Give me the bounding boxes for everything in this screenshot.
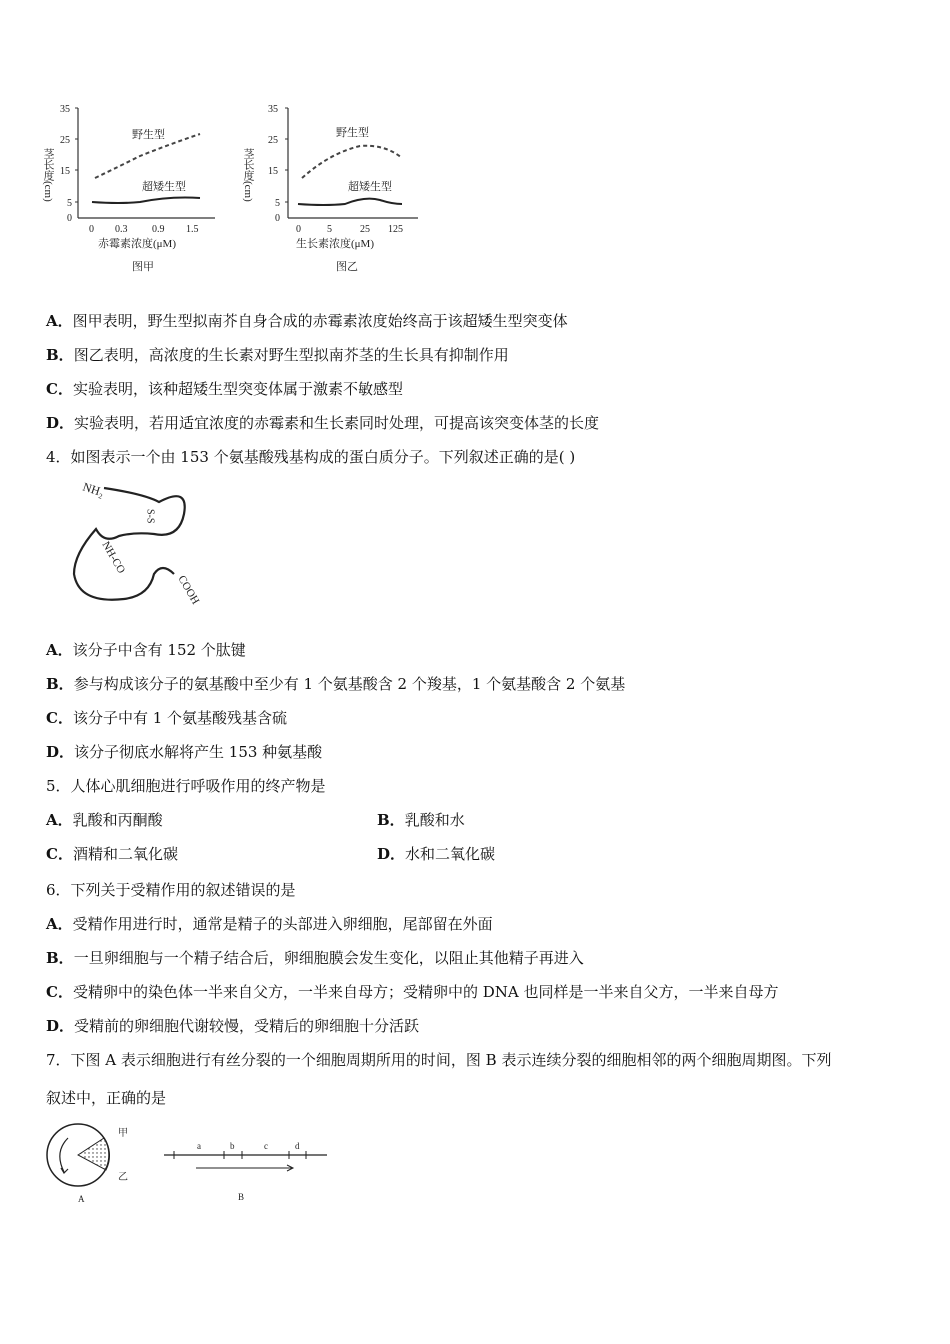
right-xtick: 25 (360, 224, 370, 235)
left-xtick: 0 (89, 224, 94, 235)
option-text: 受精卵中的染色体一半来自父方，一半来自母方；受精卵中的 DNA 也同样是一半来自父方，一半来自母方 (72, 983, 779, 1001)
q6-option-c (46, 982, 778, 1002)
left-dwarf-label: 超矮生型 (142, 181, 186, 193)
segment-c-label: c (264, 1141, 268, 1151)
jia-label: 甲 (118, 1128, 128, 1139)
option-text: 实验表明，若用适宜浓度的赤霉素和生长素同时处理，可提高该突变体茎的长度 (74, 414, 600, 432)
option-letter: D． (46, 743, 75, 761)
right-ytick: 0 (275, 213, 280, 224)
option-text: 该分子彻底水解将产生 153 种氨基酸 (74, 743, 323, 761)
right-ytick: 25 (268, 135, 278, 146)
option-text: 水和二氧化碳 (405, 845, 496, 863)
option-letter: D． (377, 845, 406, 863)
segment-d-label: d (295, 1141, 300, 1151)
hormone-charts-svg (40, 98, 440, 278)
q6-stem: 6．下列关于受精作用的叙述错误的是 (46, 881, 296, 899)
q7-stem-line2: 叙述中，正确的是 (46, 1089, 167, 1107)
q3-option-d (46, 413, 599, 433)
left-x-axis-label: 赤霉素浓度(μM) (98, 238, 177, 250)
n-terminus-label: NH₂ (81, 479, 106, 500)
protein-figure (44, 474, 224, 614)
q4-option-a (46, 640, 246, 660)
q5-option-a (46, 810, 163, 830)
hormone-charts-figure (40, 98, 440, 278)
right-ytick: 35 (268, 104, 278, 115)
q6-option-b (46, 948, 584, 968)
right-dwarf-label: 超矮生型 (348, 181, 392, 193)
option-text: 酒精和二氧化碳 (72, 845, 178, 863)
left-ytick: 15 (60, 166, 70, 177)
q3-option-b (46, 345, 509, 365)
fig-b-caption: B (238, 1192, 245, 1202)
option-letter: C． (46, 983, 73, 1001)
q3-option-a (46, 311, 568, 331)
option-letter: A． (46, 915, 73, 933)
disulfide-bond-label: S-S (144, 509, 156, 524)
chart-left (42, 104, 215, 273)
option-letter: D． (46, 414, 75, 432)
cycle-arrow (60, 1138, 68, 1172)
option-letter: C． (46, 845, 73, 863)
left-ytick: 0 (67, 213, 72, 224)
right-xtick: 0 (296, 224, 301, 235)
q4-option-c (46, 708, 287, 728)
left-ytick: 5 (67, 198, 72, 209)
right-xtick: 125 (388, 224, 403, 235)
left-y-axis-label: 茎长度(cm) (42, 148, 54, 202)
right-caption: 图乙 (336, 261, 358, 273)
q6-option-a (46, 914, 493, 934)
yi-label: 乙 (118, 1172, 128, 1183)
left-xtick: 0.9 (152, 224, 165, 235)
q7-stem-line1: 7．下图 A 表示细胞进行有丝分裂的一个细胞周期所用的时间，图 B 表示连续分裂的细胞相邻的两个细胞周期图。下列 (46, 1051, 832, 1069)
right-dwarf-curve (298, 199, 402, 205)
option-letter: B． (46, 346, 74, 364)
option-text: 该分子中有 1 个氨基酸残基含硫 (72, 709, 288, 727)
right-wild-type-curve (302, 146, 402, 178)
segment-a-label: a (197, 1141, 201, 1151)
option-letter: C． (46, 380, 73, 398)
option-text: 一旦卵细胞与一个精子结合后，卵细胞膜会发生变化，以阻止其他精子再进入 (73, 949, 584, 967)
segment-b-label: b (230, 1141, 235, 1151)
q4-option-b (46, 674, 625, 694)
option-text: 受精作用进行时，通常是精子的头部进入卵细胞，尾部留在外面 (72, 915, 493, 933)
right-y-axis-label: 茎长度(cm) (242, 148, 254, 202)
q5-option-d (377, 844, 495, 864)
option-text: 该分子中含有 152 个肽键 (72, 641, 246, 659)
q4-stem: 4．如图表示一个由 153 个氨基酸残基构成的蛋白质分子。下列叙述正确的是( ) (46, 448, 576, 466)
option-text: 乳酸和水 (404, 811, 465, 829)
left-xtick: 0.3 (115, 224, 128, 235)
left-wild-label: 野生型 (132, 129, 165, 141)
c-terminus-label: COOH (175, 573, 202, 607)
option-letter: B． (377, 811, 405, 829)
peptide-bond-label: NH-CO (99, 539, 128, 576)
fig-a-caption: A (78, 1194, 85, 1204)
option-letter: A． (46, 641, 73, 659)
cell-cycle-svg (44, 1120, 344, 1210)
left-ytick: 35 (60, 104, 70, 115)
q5-option-b (377, 810, 465, 830)
option-letter: A． (46, 811, 73, 829)
cell-cycle-figure (44, 1120, 344, 1210)
option-letter: A． (46, 312, 73, 330)
option-letter: C． (46, 709, 73, 727)
q6-option-d (46, 1016, 419, 1036)
peptide-chain (74, 488, 185, 600)
left-xtick: 1.5 (186, 224, 199, 235)
right-ytick: 15 (268, 166, 278, 177)
left-caption: 图甲 (132, 261, 154, 273)
left-dwarf-curve (92, 198, 200, 204)
right-xtick: 5 (327, 224, 332, 235)
option-text: 参与构成该分子的氨基酸中至少有 1 个氨基酸含 2 个羧基，1 个氨基酸含 2 个氨基 (73, 675, 626, 693)
chart-right (242, 104, 418, 273)
option-text: 图甲表明，野生型拟南芥自身合成的赤霉素浓度始终高于该超矮生型突变体 (72, 312, 568, 330)
protein-svg (44, 474, 224, 614)
option-letter: D． (46, 1017, 75, 1035)
q5-stem: 5．人体心肌细胞进行呼吸作用的终产物是 (46, 777, 326, 795)
option-text: 乳酸和丙酮酸 (72, 811, 163, 829)
option-text: 受精前的卵细胞代谢较慢，受精后的卵细胞十分活跃 (74, 1017, 420, 1035)
q3-option-c (46, 379, 403, 399)
q5-option-c (46, 844, 178, 864)
left-ytick: 25 (60, 135, 70, 146)
option-letter: B． (46, 949, 74, 967)
option-letter: B． (46, 675, 74, 693)
q4-option-d (46, 742, 322, 762)
right-wild-label: 野生型 (336, 127, 369, 139)
right-ytick: 5 (275, 198, 280, 209)
option-text: 图乙表明，高浓度的生长素对野生型拟南芥茎的生长具有抑制作用 (73, 346, 509, 364)
option-text: 实验表明，该种超矮生型突变体属于激素不敏感型 (72, 380, 403, 398)
right-x-axis-label: 生长素浓度(μM) (296, 238, 375, 250)
division-phase-sector (78, 1138, 110, 1170)
